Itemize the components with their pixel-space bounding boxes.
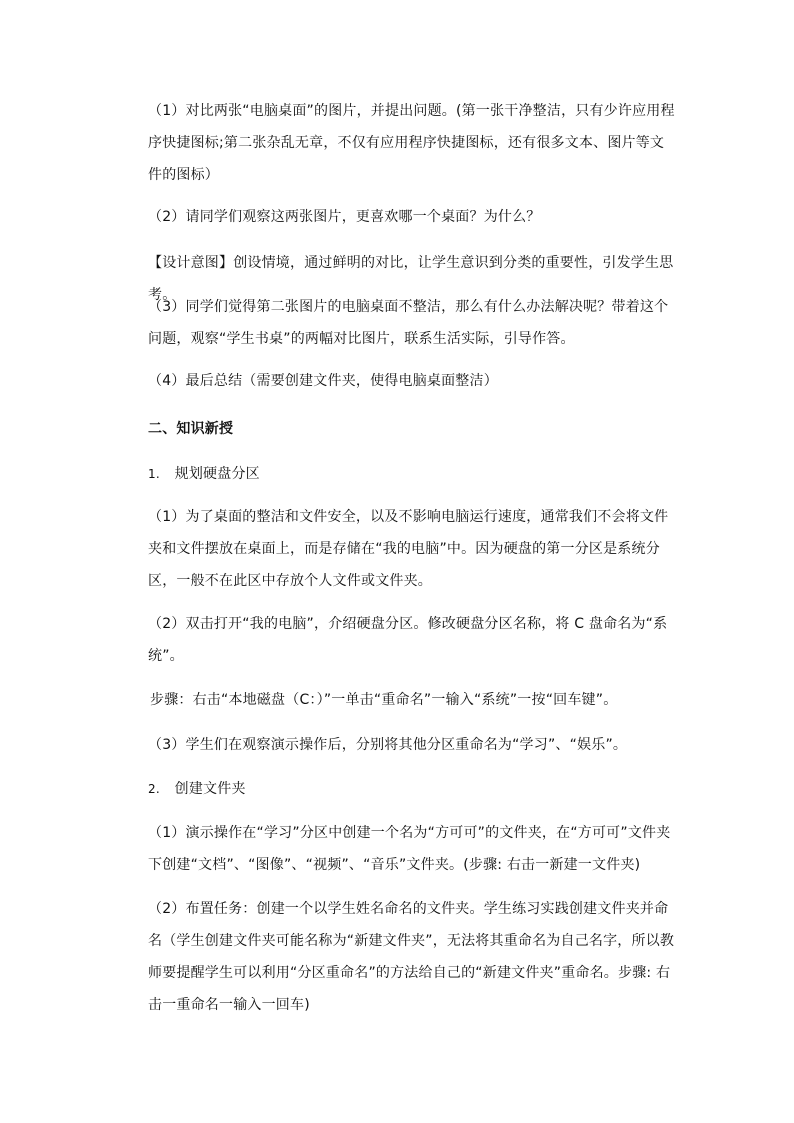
list-number: 1. (148, 467, 160, 481)
paragraph-question: （2）请同学们观察这两张图片，更喜欢哪一个桌面？为什么？ (148, 209, 541, 225)
subsection-heading-partition (148, 458, 678, 490)
paragraph-desk-comparison: （3）同学们觉得第二张图片的电脑桌面不整洁，那么有什么办法解决呢？带着这个问题，观察“学生书桌”的两幅对比图片，联系生活实际，引导作答。 (148, 299, 669, 347)
section-heading-new-knowledge: 二、知识新授 (148, 421, 234, 437)
subsection-title: 规划硬盘分区 (174, 466, 260, 482)
paragraph-partition-intro: （1）为了桌面的整洁和文件安全，以及不影响电脑运行速度，通常我们不会将文件夹和文件摆放在桌面上，而是存储在“我的电脑”中。因为硬盘的第一分区是系统分区，一般不在此区中存放个人文件或文件夹。 (148, 509, 669, 589)
paragraph-design-intent: 【设计意图】创设情境，通过鲜明的对比，让学生意识到分类的重要性，引发学生思考。 (148, 255, 674, 303)
paragraph-rename-others: （3）学生们在观察演示操作后，分别将其他分区重命名为“学习”、“娱乐”。 (148, 737, 628, 753)
paragraph-summary: （4）最后总结（需要创建文件夹，使得电脑桌面整洁） (148, 373, 498, 389)
list-number: 2. (148, 782, 160, 796)
subsection-title: 创建文件夹 (174, 781, 246, 797)
paragraph-assign-task: （2）布置任务：创建一个以学生姓名命名的文件夹。学生练习实践创建文件夹并命名（学生创建文件夹可能名称为“新建文件夹”，无法将其重命名为自己名字，所以教师要提醒学生可以利用“分区重命名”的方法给自己的“新建文件夹”重命名。步骤: 右击一重命名一输入一回车) (148, 901, 675, 1013)
subsection-heading-create-folder (148, 773, 678, 805)
paragraph-rename-c-drive: （2）双击打开“我的电脑”，介绍硬盘分区。修改硬盘分区名称，将 C 盘命名为“系统”。 (148, 616, 668, 664)
paragraph-compare-desktops: （1）对比两张“电脑桌面”的图片，并提出问题。(第一张干净整洁，只有少许应用程序快捷图标;第二张杂乱无章，不仅有应用程序快捷图标，还有很多文本、图片等文件的图标） (148, 103, 675, 183)
paragraph-demo-create-folder: （1）演示操作在“学习”分区中创建一个名为“方可可”的文件夹，在“方可可”文件夹下创建“文档”、“图像”、“视频”、“音乐”文件夹。(步骤: 右击一新建一文件夹) (148, 825, 671, 873)
paragraph-steps-rename: 步骤：右击“本地磁盘（C：）”一单击“重命名”一输入“系统”一按“回车键”。 (150, 692, 618, 708)
